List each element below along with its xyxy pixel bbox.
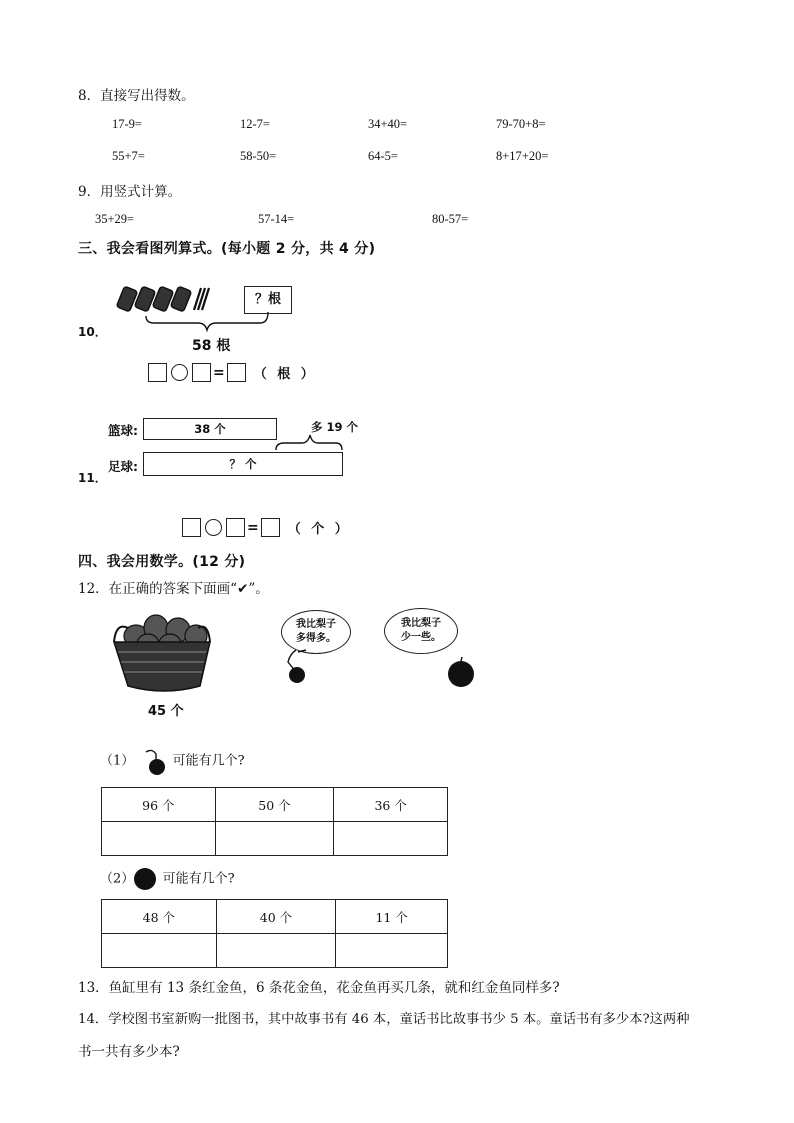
answer-box[interactable] (148, 363, 167, 382)
q14-line1: 14．学校图书室新购一批图书，其中故事书有 46 本，童话书比故事书少 5 本。童话书有多少本?这两种 (78, 1012, 690, 1027)
part1-answer-table (101, 787, 448, 856)
option-cell: 11 个 (336, 900, 448, 934)
q9-item: 35+29= (95, 212, 135, 226)
bubble-line: 我比梨子 (296, 619, 336, 630)
bubble-line: 少一些。 (401, 632, 441, 643)
answer-box[interactable] (226, 518, 245, 537)
cherry-icon (282, 648, 312, 688)
bubble-line: 多得多。 (296, 633, 336, 644)
option-cell: 50 个 (215, 788, 334, 822)
check-cell[interactable] (216, 934, 336, 968)
option-cell: 36 个 (334, 788, 448, 822)
basketball-bar: 38 个 (143, 418, 277, 440)
option-cell: 96 个 (102, 788, 216, 822)
football-bar: ？ 个 (143, 452, 343, 476)
q8-title: 8．直接写出得数。 (78, 88, 195, 104)
answer-box[interactable] (182, 518, 201, 537)
total-sticks-label: 58 根 (192, 338, 231, 354)
q9-item: 80-57= (432, 212, 469, 226)
part2-answer-table (101, 899, 448, 968)
q11-number: 11． (78, 471, 107, 485)
unit-label: （ 个 ） (287, 522, 351, 537)
check-cell[interactable] (102, 934, 217, 968)
answer-box[interactable] (192, 363, 211, 382)
check-cell[interactable] (102, 822, 216, 856)
part1-question (100, 746, 245, 776)
q11-formula: = （ 个 ） (182, 518, 351, 537)
option-cell: 40 个 (216, 900, 336, 934)
q8-item: 17-9= (112, 117, 142, 131)
q8-item: 55+7= (112, 149, 145, 163)
pear-basket-icon (108, 606, 218, 698)
q8-item: 79-70+8= (496, 117, 546, 131)
apple-icon (444, 656, 478, 690)
unit-label: （ 根 ） (253, 367, 317, 382)
q14-line2: 书一共有多少本? (78, 1044, 180, 1060)
apple-speech-bubble (384, 608, 458, 654)
unknown-count-box: ？根 (244, 286, 292, 314)
q9-title: 9．用竖式计算。 (78, 184, 182, 200)
cherry-icon (142, 746, 168, 776)
part2-suffix: 可能有几个? (162, 871, 235, 887)
part1-suffix: 可能有几个? (172, 753, 245, 769)
q8-item: 12-7= (240, 117, 270, 131)
answer-box[interactable] (261, 518, 280, 537)
bubble-line: 我比梨子 (401, 618, 441, 629)
part2-prefix: （2） (100, 871, 135, 887)
check-cell[interactable] (336, 934, 448, 968)
basketball-label: 篮球: (108, 423, 138, 438)
q10-number: 10． (78, 325, 107, 339)
operator-circle[interactable] (171, 364, 188, 381)
operator-circle[interactable] (205, 519, 222, 536)
apple-icon (132, 867, 158, 891)
part1-prefix: （1） (100, 753, 135, 769)
q8-item: 8+17+20= (496, 149, 549, 163)
part2-question (100, 867, 235, 891)
option-cell: 48 个 (102, 900, 217, 934)
q9-item: 57-14= (258, 212, 295, 226)
check-cell[interactable] (334, 822, 448, 856)
section4-title: 四、我会用数学。(12 分) (78, 554, 246, 570)
q8-item: 58-50= (240, 149, 277, 163)
more-label: 多 19 个 (311, 420, 359, 434)
q8-item: 34+40= (368, 117, 408, 131)
q13-text: 13．鱼缸里有 13 条红金鱼，6 条花金鱼，花金鱼再买几条，就和红金鱼同样多? (78, 980, 560, 996)
q8-item: 64-5= (368, 149, 398, 163)
q12-title: 12．在正确的答案下面画“✔”。 (78, 581, 269, 597)
answer-box[interactable] (227, 363, 246, 382)
section3-title: 三、我会看图列算式。(每小题 2 分，共 4 分) (78, 241, 376, 257)
check-cell[interactable] (215, 822, 334, 856)
basket-count-label: 45 个 (148, 704, 184, 719)
football-label: 足球: (108, 459, 138, 474)
q10-formula: = （ 根 ） (148, 363, 317, 382)
